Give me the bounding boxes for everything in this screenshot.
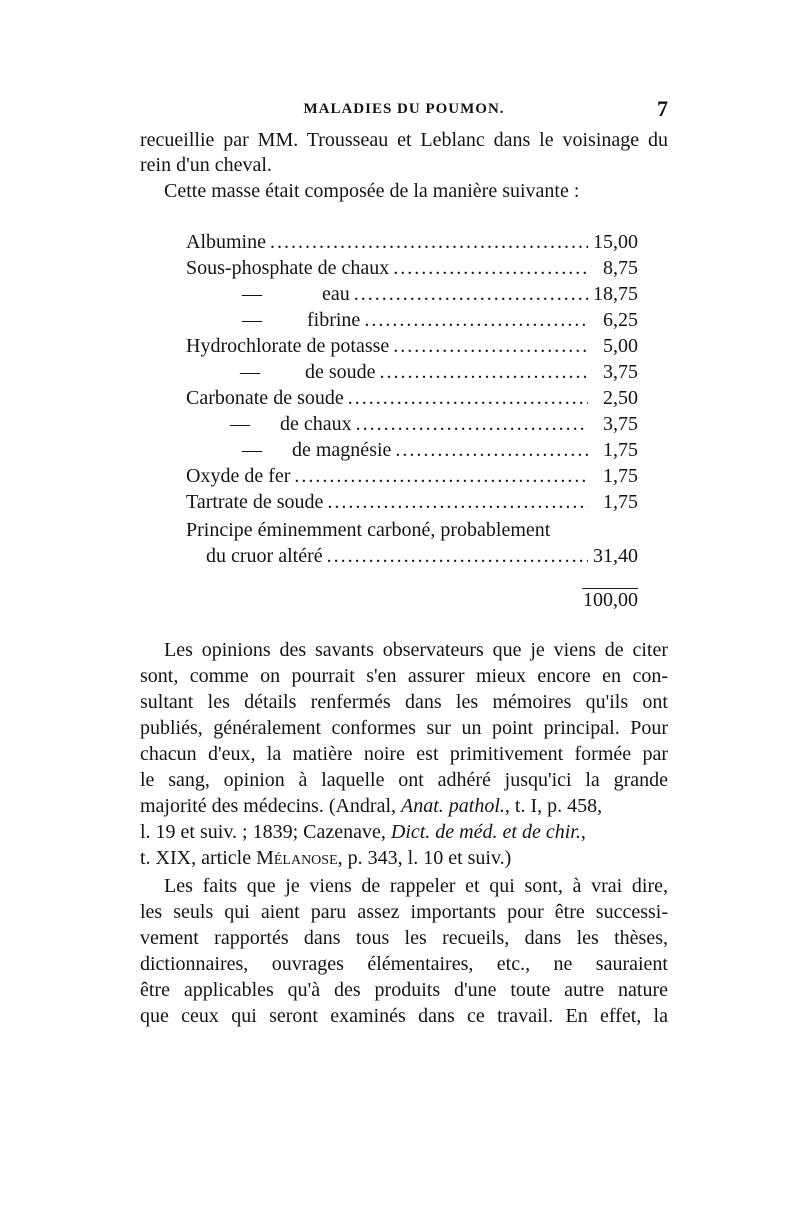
text-span: , t. I, p. 458,: [504, 795, 603, 817]
component-label: — fibrine: [242, 309, 361, 331]
component-value: 1,75: [603, 439, 638, 461]
page-number: 7: [657, 96, 668, 121]
leader-dots: [393, 334, 588, 358]
component-label: du cruor altéré: [206, 545, 323, 567]
component-value: 15,00: [593, 231, 638, 253]
component-value: 5,00: [603, 335, 638, 357]
composition-row: [186, 256, 638, 280]
citation-title: Anat. pathol.: [401, 795, 505, 817]
leader-dots: [327, 490, 588, 514]
total-value: 100,00: [583, 589, 638, 611]
composition-row: [186, 464, 638, 488]
component-label: Sous-phosphate de chaux: [186, 257, 390, 279]
composition-row: [206, 544, 638, 568]
leader-dots: [354, 282, 588, 306]
component-value: 8,75: [603, 257, 638, 279]
component-value: 1,75: [603, 465, 638, 487]
text-line: dictionnaires, ouvrages élémentaires, etc., ne sauraient: [140, 953, 668, 975]
text-line: vement rapportés dans tous les recueils, dans les thèses,: [140, 927, 668, 949]
text-line: [140, 794, 668, 818]
text-line: Cette masse était composée de la manière suivante :: [164, 180, 580, 202]
text-span: t. XIX, article: [140, 847, 257, 869]
component-label: Carbonate de soude: [186, 387, 344, 409]
component-label: Principe éminemment carboné, probablement: [186, 519, 551, 541]
leader-dots: [356, 412, 588, 436]
page-header: [140, 96, 668, 122]
component-label: Oxyde de fer: [186, 465, 291, 487]
text-line: [140, 820, 668, 844]
composition-row: [240, 360, 638, 384]
component-label: Hydrochlorate de potasse: [186, 335, 390, 357]
article-title: Mélanose: [256, 847, 338, 869]
text-line: sont, comme on pourrait s'en assurer mieux encore en con-: [140, 665, 668, 687]
text-line: recueillie par MM. Trousseau et Leblanc dans le voisinage du: [140, 129, 668, 151]
component-label: — eau: [242, 283, 350, 305]
component-value: 3,75: [603, 361, 638, 383]
text-line: publiés, généralement conformes sur un point principal. Pour: [140, 717, 668, 739]
leader-dots: [294, 464, 588, 488]
composition-row: [186, 230, 638, 254]
composition-row: [186, 334, 638, 358]
component-label: — de soude: [240, 361, 376, 383]
component-value: 3,75: [603, 413, 638, 435]
component-value: 2,50: [603, 387, 638, 409]
text-line: sultant les détails renfermés dans les mémoires qu'ils ont: [140, 691, 668, 713]
text-span: , p. 343, l. 10 et suiv.): [337, 847, 512, 869]
text-line: que ceux qui seront examinés dans ce travail. En effet, la: [140, 1005, 668, 1027]
component-label: Albumine: [186, 231, 266, 253]
composition-row: [242, 308, 638, 332]
text-line: Les faits que je viens de rappeler et qui sont, à vrai dire,: [164, 875, 668, 897]
leader-dots: [270, 230, 588, 254]
composition-row: [230, 412, 638, 436]
composition-row: [186, 518, 638, 542]
component-label: — de magnésie: [242, 439, 392, 461]
text-span: l. 19 et suiv. ; 1839; Cazenave,: [140, 821, 391, 843]
text-line: chacun d'eux, la matière noire est primitivement formée par: [140, 743, 668, 765]
leader-dots: [364, 308, 588, 332]
text-line: les seuls qui aient paru assez importants pour être successi-: [140, 901, 668, 923]
component-label: — de chaux: [230, 413, 352, 435]
component-value: 6,25: [603, 309, 638, 331]
text-line: Les opinions des savants observateurs que je viens de citer: [164, 639, 668, 661]
component-label: Tartrate de soude: [186, 491, 324, 513]
citation-title: Dict. de méd. et de chir.: [390, 821, 581, 843]
text-line: le sang, opinion à laquelle ont adhéré jusqu'ici la grande: [140, 769, 668, 791]
leader-dots: [380, 360, 588, 384]
leader-dots: [395, 438, 588, 462]
component-value: 1,75: [603, 491, 638, 513]
composition-row: [242, 438, 638, 462]
composition-row: [186, 386, 638, 410]
leader-dots: [393, 256, 588, 280]
running-title: MALADIES DU POUMON.: [303, 101, 505, 117]
text-line: [140, 846, 668, 870]
text-line: être applicables qu'à des produits d'une toute autre nature: [140, 979, 668, 1001]
composition-row: [186, 490, 638, 514]
text-span: ,: [580, 821, 586, 843]
component-value: 18,75: [593, 283, 638, 305]
leader-dots: [327, 544, 588, 568]
leader-dots: [348, 386, 588, 410]
text-line: rein d'un cheval.: [140, 154, 272, 176]
component-value: 31,40: [593, 545, 638, 567]
composition-row: [242, 282, 638, 306]
text-span: majorité des médecins. (Andral,: [140, 795, 402, 817]
